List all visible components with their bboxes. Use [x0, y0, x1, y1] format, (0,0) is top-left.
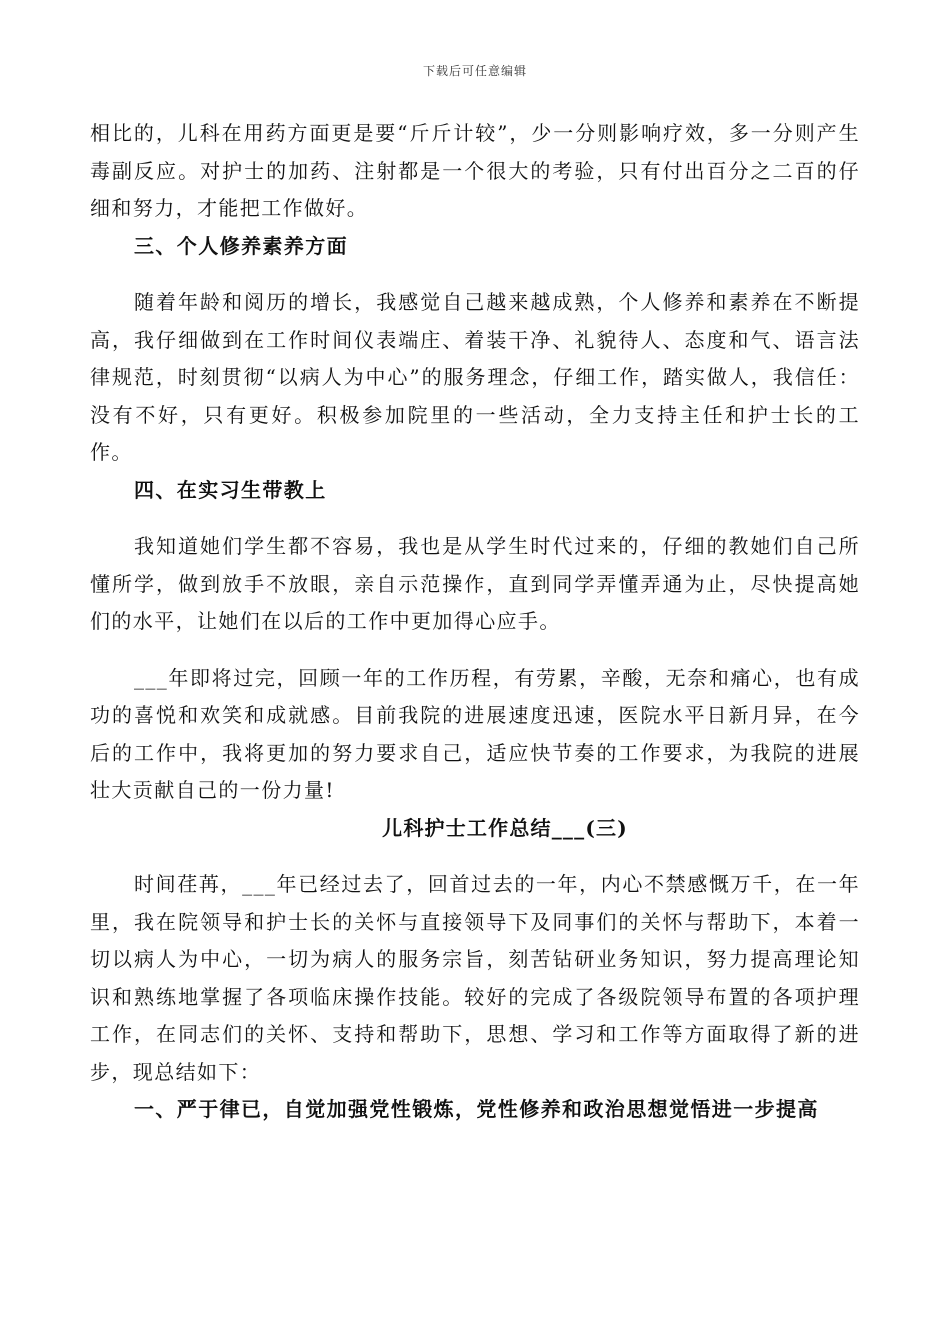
document-title: 儿科护士工作总结___(三): [382, 815, 628, 840]
paragraph-introduction: 时间荏苒，___年已经过去了，回首过去的一年，内心不禁感慨万千，在一年里，我在院领导和护士长的关怀与直接领导下及同事们的关怀与帮助下，本着一切以病人为中心，一切为病人的服务宗旨，刻苦钻研业务知识，努力提高理论知识和熟练地掌握了各项临床操作技能。较好的完成了各级院领导布置的各项护理工作，在同志们的关怀、支持和帮助下，思想、学习和工作等方面取得了新的进步，现总结如下：: [90, 872, 860, 1084]
section-heading-intern-teaching: 四、在实习生带教上: [134, 477, 327, 502]
section-heading-party-discipline: 一、严于律已，自觉加强党性锻炼，党性修养和政治思想觉悟进一步提高: [134, 1097, 819, 1121]
paragraph-year-review: ___年即将过完，回顾一年的工作历程，有劳累，辛酸，无奈和痛心，也有成功的喜悦和欢笑和成就感。目前我院的进展速度迅速，医院水平日新月异，在今后的工作中，我将更加的努力要求自己，适应快节奏的工作要求，为我院的进展壮大贡献自己的一份力量!: [90, 665, 860, 802]
paragraph-continued: 相比的，儿科在用药方面更是要“斤斤计较”，少一分则影响疗效，多一分则产生毒副反应。对护士的加药、注射都是一个很大的考验，只有付出百分之二百的仔细和努力，才能把工作做好。: [90, 121, 860, 220]
document-body: [90, 115, 860, 1129]
page-header: 下载后可任意编辑: [422, 64, 527, 78]
paragraph-intern-teaching: 我知道她们学生都不容易，我也是从学生时代过来的，仔细的教她们自己所懂所学，做到放手不放眼，亲自示范操作，直到同学弄懂弄通为止，尽快提高她们的水平，让她们在以后的工作中更加得心应手。: [90, 534, 860, 633]
paragraph-personal-cultivation: 随着年龄和阅历的增长，我感觉自己越来越成熟，个人修养和素养在不断提高，我仔细做到在工作时间仪表端庄、着装干净、礼貌待人、态度和气、语言法律规范，时刻贯彻“以病人为中心”的服务理念，仔细工作，踏实做人，我信任：没有不好，只有更好。积极参加院里的一些活动，全力支持主任和护士长的工作。: [90, 290, 860, 464]
section-heading-personal-cultivation: 三、个人修养素养方面: [134, 233, 348, 258]
